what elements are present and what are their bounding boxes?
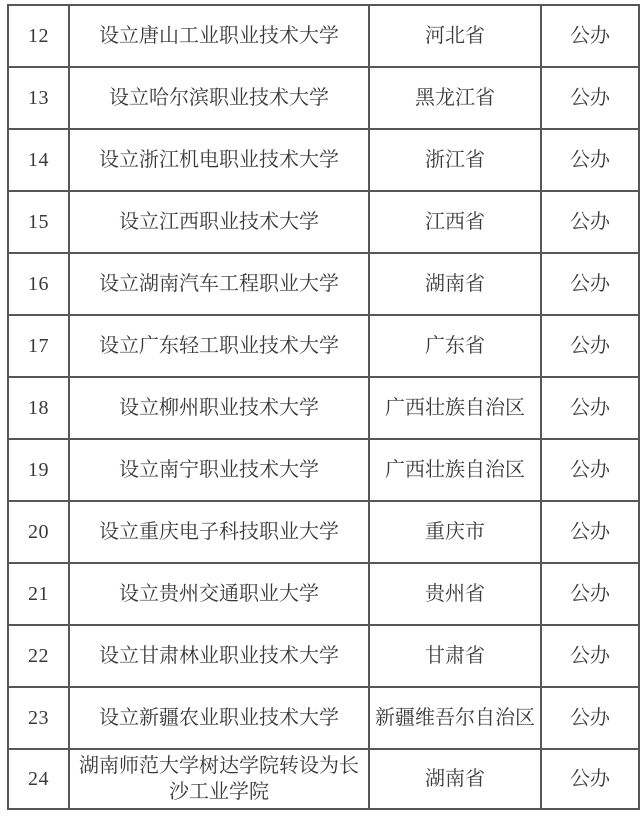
- province-cell: 重庆市: [369, 501, 541, 563]
- row-number-cell: 20: [8, 501, 69, 563]
- row-number-cell: 15: [8, 191, 69, 253]
- row-number-cell: 23: [8, 687, 69, 749]
- ownership-type-cell: 公办: [541, 129, 639, 191]
- ownership-type-cell: 公办: [541, 749, 639, 809]
- province-cell: 广西壮族自治区: [369, 439, 541, 501]
- table-row: [8, 191, 639, 253]
- table-row: [8, 687, 639, 749]
- ownership-type-cell: 公办: [541, 377, 639, 439]
- ownership-type-cell: 公办: [541, 5, 639, 67]
- table-row: [8, 377, 639, 439]
- table-row: [8, 625, 639, 687]
- ownership-type-cell: 公办: [541, 687, 639, 749]
- table-body: [8, 5, 639, 809]
- province-cell: 甘肃省: [369, 625, 541, 687]
- table-row: [8, 67, 639, 129]
- province-cell: 湖南省: [369, 749, 541, 809]
- row-number-cell: 14: [8, 129, 69, 191]
- university-establishment-table: [7, 4, 640, 810]
- university-name-cell: 设立浙江机电职业技术大学: [69, 129, 369, 191]
- university-name-cell: 设立唐山工业职业技术大学: [69, 5, 369, 67]
- ownership-type-cell: 公办: [541, 501, 639, 563]
- table-row: [8, 563, 639, 625]
- university-name-cell: 设立湖南汽车工程职业大学: [69, 253, 369, 315]
- table-row: [8, 253, 639, 315]
- university-name-cell: 设立江西职业技术大学: [69, 191, 369, 253]
- table-row: [8, 749, 639, 809]
- university-name-cell: 设立新疆农业职业技术大学: [69, 687, 369, 749]
- province-cell: 河北省: [369, 5, 541, 67]
- university-name-cell: 湖南师范大学树达学院转设为长沙工业学院: [69, 749, 369, 809]
- province-cell: 浙江省: [369, 129, 541, 191]
- table-row: [8, 501, 639, 563]
- row-number-cell: 18: [8, 377, 69, 439]
- university-name-cell: 设立贵州交通职业大学: [69, 563, 369, 625]
- ownership-type-cell: 公办: [541, 563, 639, 625]
- table-row: [8, 439, 639, 501]
- table-row: [8, 315, 639, 377]
- ownership-type-cell: 公办: [541, 67, 639, 129]
- row-number-cell: 16: [8, 253, 69, 315]
- university-name-cell: 设立哈尔滨职业技术大学: [69, 67, 369, 129]
- table-row: [8, 5, 639, 67]
- university-name-cell: 设立南宁职业技术大学: [69, 439, 369, 501]
- row-number-cell: 24: [8, 749, 69, 809]
- row-number-cell: 22: [8, 625, 69, 687]
- row-number-cell: 12: [8, 5, 69, 67]
- province-cell: 广东省: [369, 315, 541, 377]
- university-name-cell: 设立广东轻工职业技术大学: [69, 315, 369, 377]
- province-cell: 湖南省: [369, 253, 541, 315]
- province-cell: 广西壮族自治区: [369, 377, 541, 439]
- ownership-type-cell: 公办: [541, 625, 639, 687]
- university-name-cell: 设立柳州职业技术大学: [69, 377, 369, 439]
- ownership-type-cell: 公办: [541, 253, 639, 315]
- row-number-cell: 19: [8, 439, 69, 501]
- ownership-type-cell: 公办: [541, 191, 639, 253]
- province-cell: 黑龙江省: [369, 67, 541, 129]
- row-number-cell: 13: [8, 67, 69, 129]
- province-cell: 贵州省: [369, 563, 541, 625]
- ownership-type-cell: 公办: [541, 439, 639, 501]
- table-row: [8, 129, 639, 191]
- row-number-cell: 17: [8, 315, 69, 377]
- ownership-type-cell: 公办: [541, 315, 639, 377]
- province-cell: 新疆维吾尔自治区: [369, 687, 541, 749]
- university-name-cell: 设立重庆电子科技职业大学: [69, 501, 369, 563]
- row-number-cell: 21: [8, 563, 69, 625]
- university-name-cell: 设立甘肃林业职业技术大学: [69, 625, 369, 687]
- province-cell: 江西省: [369, 191, 541, 253]
